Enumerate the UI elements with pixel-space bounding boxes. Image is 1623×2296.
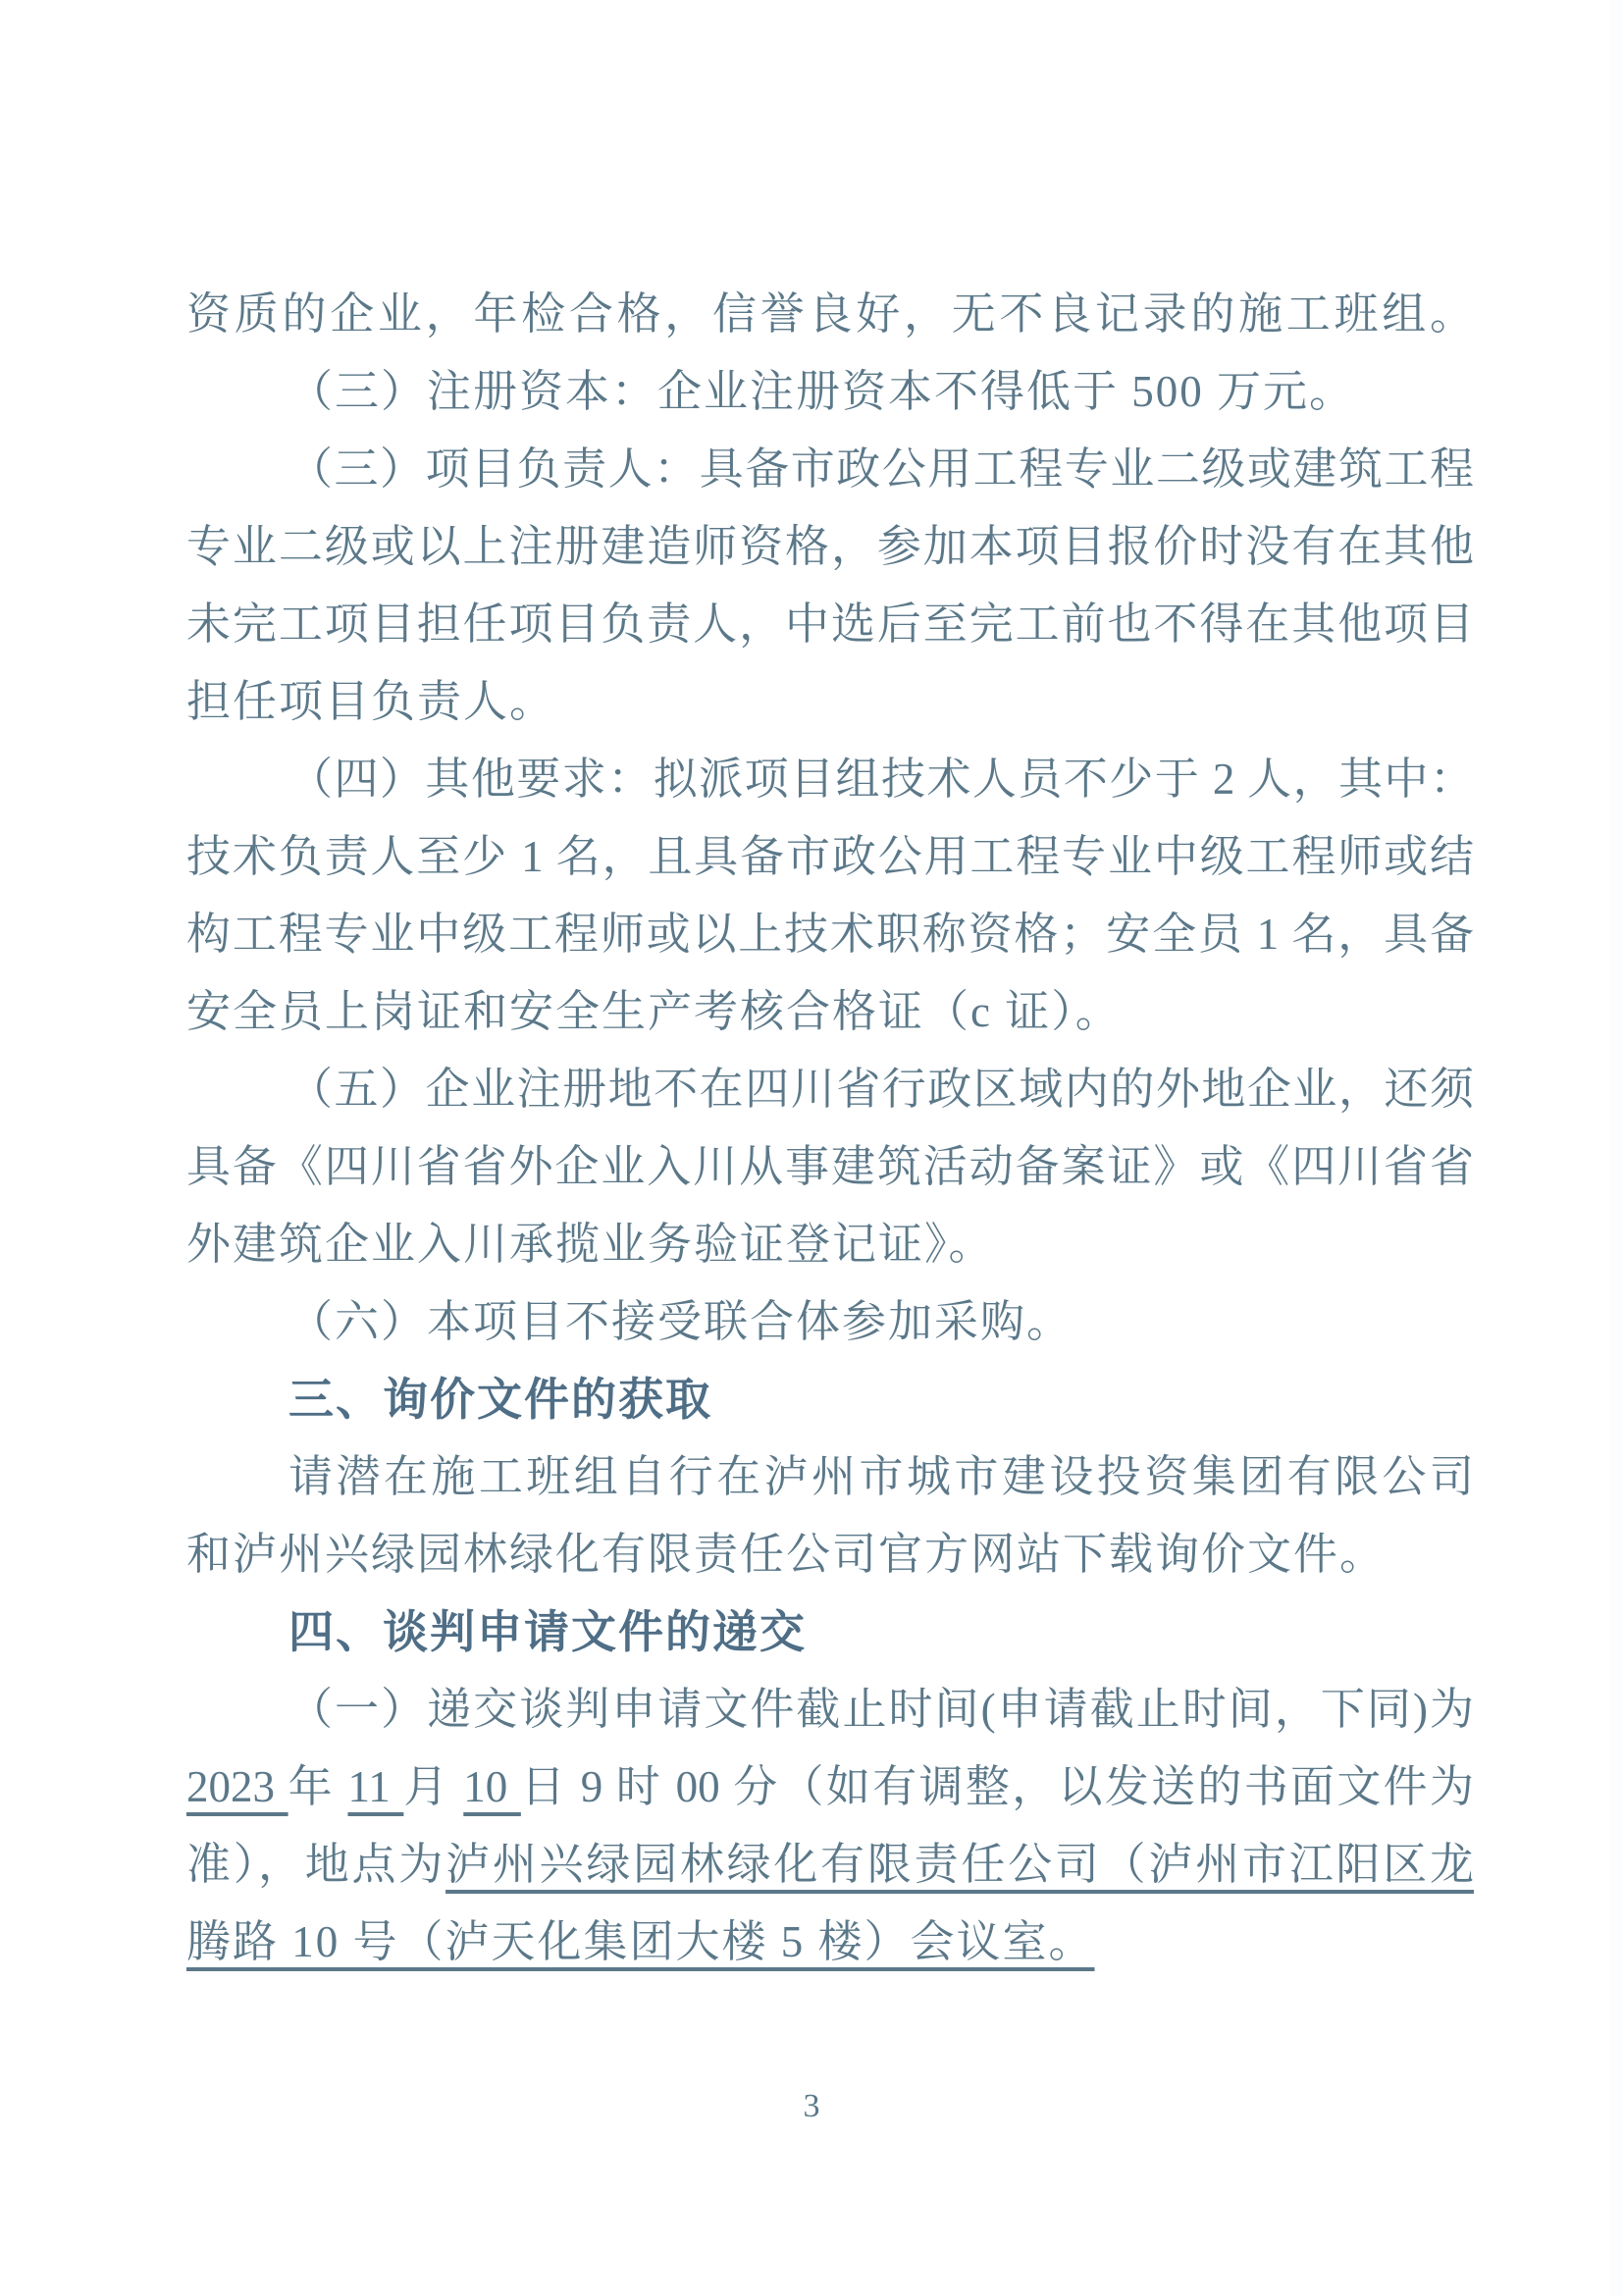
- document-line: [186, 1438, 1474, 1516]
- document-line: [186, 1748, 1474, 1826]
- document-line: [186, 1516, 1474, 1593]
- document-line: [186, 353, 1474, 431]
- text-segment: 安全员上岗证和安全生产考核合格证（c 证）。: [186, 987, 1122, 1036]
- text-segment: 未完工项目担任项目负责人，中选后至完工前也不得在其他项目: [186, 600, 1474, 649]
- underlined-text: 腾路 10 号（泸天化集团大楼 5 楼）会议室。: [186, 1917, 1095, 1966]
- document-line: [186, 973, 1474, 1051]
- underlined-text: 10: [463, 1762, 521, 1811]
- text-segment: 具备《四川省省外企业入川从事建筑活动备案证》或《四川省省: [186, 1142, 1474, 1191]
- text-segment: 外建筑企业入川承揽业务验证登记证》。: [186, 1220, 995, 1269]
- document-line: [186, 896, 1474, 973]
- text-segment: （一）递交谈判申请文件截止时间(申请截止时间，下同)为: [288, 1685, 1474, 1734]
- document-body: [186, 276, 1474, 1981]
- text-segment: 日 9 时 00 分（如有调整，以发送的书面文件为: [520, 1762, 1474, 1811]
- text-segment: （六）本项目不接受联合体参加采购。: [288, 1297, 1073, 1346]
- document-line: [186, 741, 1474, 818]
- document-line: [186, 431, 1474, 508]
- text-segment: 四、谈判申请文件的递交: [288, 1606, 807, 1657]
- text-segment: 构工程专业中级工程师或以上技术职称资格；安全员 1 名，具备: [186, 910, 1474, 959]
- text-segment: （四）其他要求：拟派项目组技术人员不少于 2 人，其中：: [288, 755, 1474, 804]
- document-line: [186, 663, 1474, 741]
- section-heading: [186, 1593, 1474, 1671]
- document-line: [186, 1051, 1474, 1128]
- text-segment: 技术负责人至少 1 名，且具备市政公用工程专业中级工程师或结: [186, 832, 1474, 881]
- document-line: [186, 1283, 1474, 1361]
- document-line: [186, 1904, 1474, 1981]
- text-segment: （三）项目负责人：具备市政公用工程专业二级或建筑工程: [288, 444, 1474, 494]
- underlined-text: 11: [347, 1762, 404, 1811]
- document-line: [186, 1826, 1474, 1904]
- section-heading: [186, 1361, 1474, 1438]
- text-segment: 三、询价文件的获取: [288, 1374, 712, 1425]
- document-line: [186, 1128, 1474, 1206]
- text-segment: 月: [403, 1762, 464, 1811]
- text-segment: 专业二级或以上注册建造师资格，参加本项目报价时没有在其他: [186, 522, 1474, 571]
- page-number: 3: [803, 2088, 820, 2124]
- text-segment: 担任项目负责人。: [186, 677, 556, 726]
- text-segment: （五）企业注册地不在四川省行政区域内的外地企业，还须: [288, 1065, 1474, 1114]
- document-line: [186, 586, 1474, 663]
- document-line: [186, 508, 1474, 586]
- document-line: [186, 1206, 1474, 1283]
- text-segment: 请潜在施工班组自行在泸州市城市建设投资集团有限公司: [288, 1452, 1474, 1501]
- underlined-text: 泸州兴绿园林绿化有限责任公司（泸州市江阳区龙: [445, 1840, 1474, 1889]
- text-segment: 资质的企业，年检合格，信誉良好，无不良记录的施工班组。: [186, 289, 1474, 339]
- text-segment: 和泸州兴绿园林绿化有限责任公司官方网站下载询价文件。: [186, 1530, 1387, 1579]
- underlined-text: 2023: [186, 1762, 288, 1811]
- text-segment: 年: [288, 1762, 348, 1811]
- document-line: [186, 276, 1474, 353]
- text-segment: （三）注册资本：企业注册资本不得低于 500 万元。: [288, 367, 1356, 416]
- document-line: [186, 818, 1474, 896]
- document-line: [186, 1671, 1474, 1748]
- text-segment: 准），地点为: [186, 1840, 446, 1889]
